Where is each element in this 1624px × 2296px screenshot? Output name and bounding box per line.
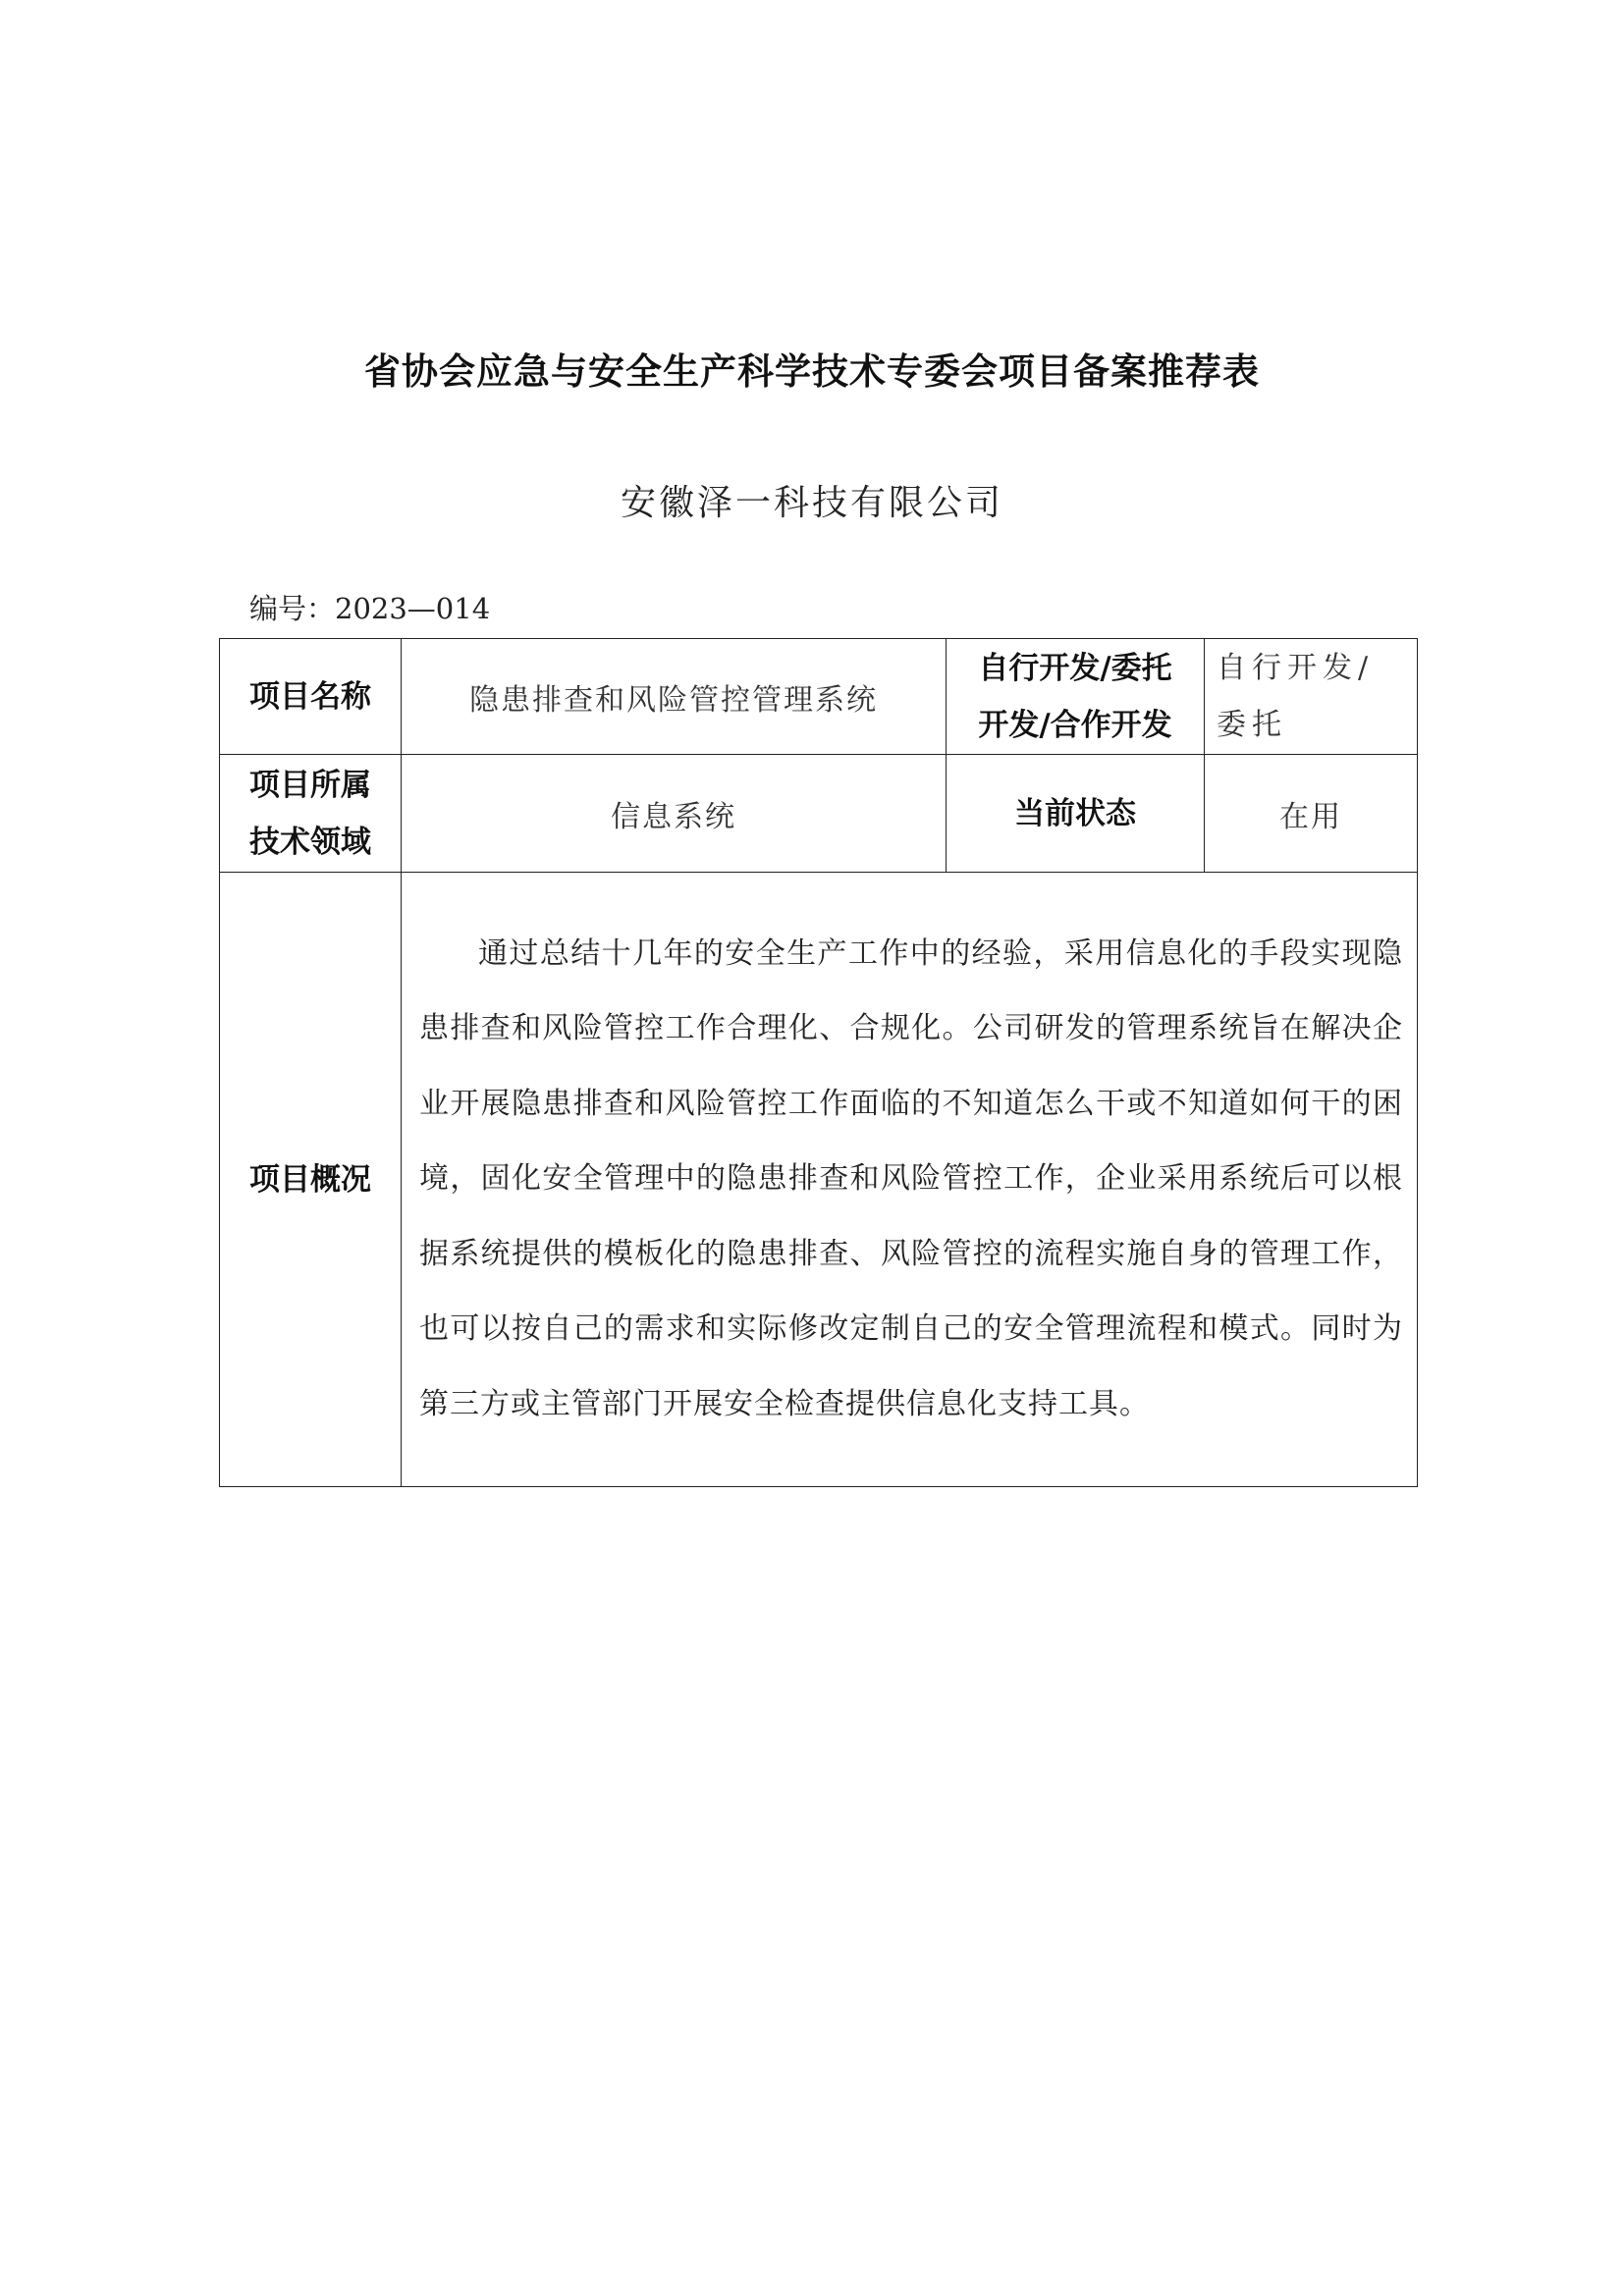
table-row-project-name (220, 639, 1418, 755)
development-mode-value-line-2: 委托 (1217, 707, 1287, 742)
project-name-label: 项目名称 (220, 639, 402, 755)
page-title: 省协会应急与安全生产科学技术专委会项目备案推荐表 (364, 350, 1260, 393)
development-mode-label-line-2: 开发/合作开发 (978, 707, 1172, 743)
tech-field-label-line-2: 技术领域 (249, 824, 371, 860)
record-table (219, 638, 1418, 1487)
document-number: 编号：2023—014 (249, 592, 491, 625)
development-mode-value-line-1: 自行开发/ (1217, 650, 1375, 685)
development-mode-label-line-1: 自行开发/委托 (978, 650, 1172, 686)
tech-field-label-line-1: 项目所属 (249, 767, 371, 803)
current-status-label: 当前状态 (947, 755, 1205, 873)
development-mode-value (1205, 639, 1418, 755)
table-row-tech-field (220, 755, 1418, 873)
development-mode-label (947, 639, 1205, 755)
company-name: 安徽泽一科技有限公司 (620, 483, 1003, 523)
tech-field-value: 信息系统 (402, 755, 947, 873)
tech-field-label (220, 755, 402, 873)
project-name-value: 隐患排查和风险管控管理系统 (402, 639, 947, 755)
project-summary-label: 项目概况 (220, 873, 402, 1487)
table-row-summary (220, 873, 1418, 1487)
current-status-value: 在用 (1205, 755, 1418, 873)
project-summary-text: 通过总结十几年的安全生产工作中的经验，采用信息化的手段实现隐患排查和风险管控工作合理化、合规化。公司研发的管理系统旨在解决企业开展隐患排查和风险管控工作面临的不知道怎么干或不知道如何干的困境，固化安全管理中的隐患排查和风险管控工作，企业采用系统后可以根据系统提供的模板化的隐患排查、风险管控的流程实施自身的管理工作，也可以按自己的需求和实际修改定制自己的安全管理流程和模式。同时为第三方或主管部门开展安全检查提供信息化支持工具。 (402, 873, 1418, 1487)
